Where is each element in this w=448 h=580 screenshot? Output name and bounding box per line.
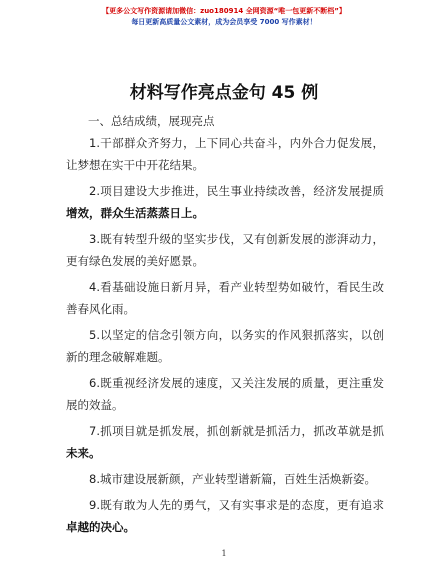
quote-item-5: 5.以坚定的信念引领方向，以务实的作风狠抓落实，以创新的理念破解难题。: [66, 328, 384, 364]
page-number: 1: [221, 549, 227, 558]
promo-banner: [0, 6, 448, 28]
quote-item-1: 1.干部群众齐努力，上下同心共奋斗，内外合力促发展，让梦想在实干中开花结果。: [66, 136, 384, 172]
quote-item-8: 8.城市建设展新颜，产业转型谱新篇，百姓生活焕新姿。: [89, 472, 376, 486]
promo-banner-line1: 【更多公文写作资源请加微信：zuo180914 全网资源“唯一包更新不断档”】: [102, 7, 346, 15]
quote-item-2: 2.项目建设大步推进，民生事业持续改善，经济发展提质增效，群众生活蒸蒸日上。: [66, 184, 384, 220]
section-heading: 一、总结成绩，展现亮点: [88, 114, 215, 128]
quote-item-4: 4.看基础设施日新月异，看产业转型势如破竹，看民生改善春风化雨。: [66, 280, 384, 316]
quote-item-6: 6.既重视经济发展的速度，又关注发展的质量，更注重发展的效益。: [66, 376, 384, 412]
quote-item-3: 3.既有转型升级的坚实步伐，又有创新发展的澎湃动力，更有绿色发展的美好愿景。: [66, 232, 384, 268]
quote-item-7: 7.抓项目就是抓发展，抓创新就是抓活力，抓改革就是抓未来。: [66, 424, 384, 460]
quote-item-9: 9.既有敢为人先的勇气，又有实事求是的态度，更有追求卓越的决心。: [66, 498, 384, 534]
promo-banner-line2: 每日更新高质量公文素材，成为会员享受 7000 写作素材！: [131, 18, 317, 26]
document-title: 材料写作亮点金句 45 例: [129, 83, 319, 103]
quote-list: [66, 132, 384, 542]
